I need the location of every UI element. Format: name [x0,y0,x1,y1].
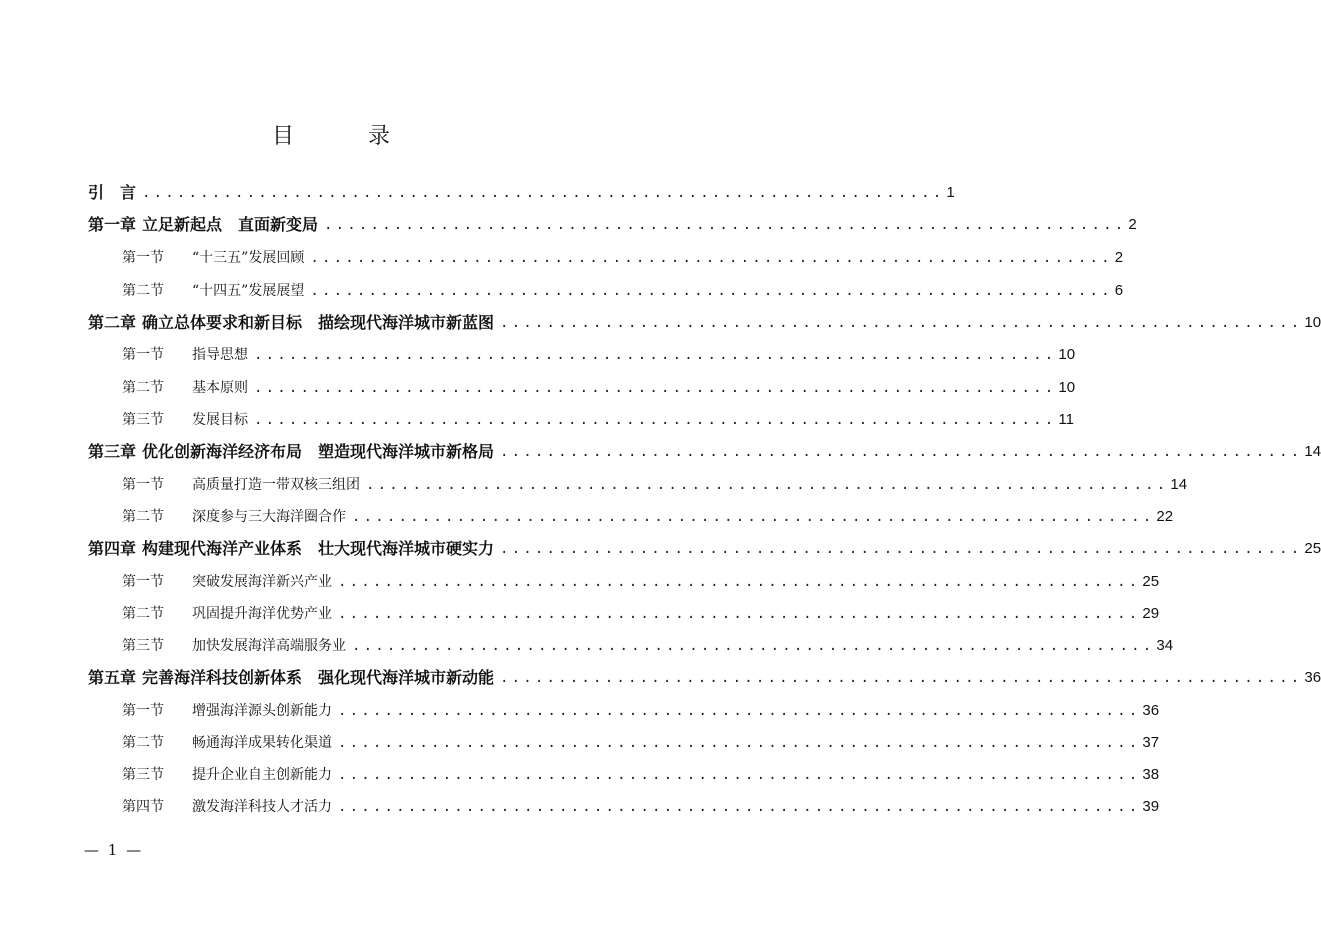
toc-page-number: 22 [1156,508,1174,525]
dot-leader: ..................................................................... [338,767,1141,783]
chapter-label: 第五章 [88,668,137,687]
chapter-title-text: 优化创新海洋经济布局 塑造现代海洋城市新格局 [142,442,495,461]
toc-page-number: 11 [1058,411,1074,428]
toc-section-4-3[interactable] [122,633,1174,657]
section-label: 第一节 [122,250,164,266]
section-label: 第二节 [122,380,164,396]
toc-chapter-3[interactable] [88,439,1321,463]
dot-leader: ..................................................................... [254,412,1057,428]
chapter-title-text: 构建现代海洋产业体系 壮大现代海洋城市硬实力 [142,539,495,558]
section-label: 第一节 [122,574,164,590]
toc-page-number: 6 [1114,282,1124,299]
toc-page-number: 10 [1058,346,1076,363]
toc-section-5-1[interactable] [122,698,1160,722]
toc-page-number: 2 [1128,216,1137,233]
section-label: 第二节 [122,735,164,751]
toc-page-number: 25 [1304,540,1321,557]
chapter-title-text: 确立总体要求和新目标 描绘现代海洋城市新蓝图 [142,313,495,332]
toc-page-number: 25 [1142,573,1160,590]
toc-section-3-2[interactable] [122,504,1174,528]
toc-section-5-4[interactable] [122,794,1160,818]
toc-page-number: 29 [1142,605,1160,622]
toc-section-1-1[interactable] [122,245,1124,269]
section-label: 第一节 [122,347,164,363]
toc-page-number: 14 [1170,476,1188,493]
toc-page-number: 14 [1304,443,1321,460]
section-title: 巩固提升海洋优势产业 [192,606,332,622]
dot-leader: ..................................................................... [500,541,1303,557]
toc-section-4-2[interactable] [122,601,1160,625]
toc-section-5-2[interactable] [122,730,1160,754]
dot-leader: ..................................................................... [352,638,1155,654]
toc-chapter-title [88,312,494,334]
section-label: 第一节 [122,477,164,493]
toc-page-number: 2 [1114,249,1124,266]
section-label: 第二节 [122,606,164,622]
section-title: “十三五”发展回顾 [192,250,305,266]
toc-section-3-1[interactable] [122,472,1188,496]
section-label: 第一节 [122,703,164,719]
dot-leader: ..................................................................... [310,283,1113,299]
toc-chapter-5[interactable] [88,665,1321,689]
chapter-label: 第二章 [88,313,137,332]
section-title: 基本原则 [192,380,248,396]
section-label: 第二节 [122,509,164,525]
footer-page-number: — 1 — [84,841,144,859]
section-title: 深度参与三大海洋圈合作 [192,509,346,525]
toc-section-4-1[interactable] [122,569,1160,593]
dot-leader: ..................................................................... [254,380,1057,396]
toc-page-number: 38 [1142,766,1160,783]
toc-page-number: 39 [1142,798,1160,815]
chapter-title-text: 立足新起点 直面新变局 [142,215,319,234]
toc-chapter-1[interactable] [88,212,1137,236]
toc-chapter-title [88,441,494,463]
dot-leader: ..................................................................... [310,250,1113,266]
toc-entry-intro[interactable] [88,180,955,204]
dot-leader: ..................................................................... [366,477,1169,493]
dot-leader: ..................................................................... [352,509,1155,525]
dot-leader: ..................................................................... [338,735,1141,751]
toc-chapter-title [88,667,494,689]
dot-leader: ..................................................................... [142,185,945,201]
toc-page-number: 37 [1142,734,1160,751]
section-label: 第三节 [122,412,164,428]
toc-page-number: 10 [1058,379,1076,396]
dot-leader: ..................................................................... [254,347,1057,363]
page-title: 目 录 [271,124,416,149]
dot-leader: ..................................................................... [500,670,1303,686]
toc-page-number: 36 [1304,669,1321,686]
section-label: 第三节 [122,638,164,654]
section-title: 指导思想 [192,347,248,363]
section-title: 提升企业自主创新能力 [192,767,332,783]
section-label: 第二节 [122,283,164,299]
dot-leader: ..................................................................... [338,703,1141,719]
dot-leader: ..................................................................... [338,799,1141,815]
toc-section-5-3[interactable] [122,762,1160,786]
dot-leader: ..................................................................... [500,315,1303,331]
dot-leader: ..................................................................... [338,606,1141,622]
toc-section-2-1[interactable] [122,342,1076,366]
toc-chapter-2[interactable] [88,310,1321,334]
dot-leader: ..................................................................... [500,444,1303,460]
toc-chapter-title [88,214,318,236]
toc-page-number: 1 [946,184,955,201]
section-title: 激发海洋科技人才活力 [192,799,332,815]
toc-section-2-3[interactable] [122,407,1074,431]
section-title: 增强海洋源头创新能力 [192,703,332,719]
dot-leader: ..................................................................... [324,217,1127,233]
chapter-label: 第一章 [88,215,137,234]
toc-section-2-2[interactable] [122,375,1076,399]
toc-page-number: 10 [1304,314,1321,331]
section-title: 发展目标 [192,412,248,428]
toc-section-1-2[interactable] [122,278,1124,302]
section-title: 加快发展海洋高端服务业 [192,638,346,654]
toc-page-number: 34 [1156,637,1174,654]
chapter-label: 第四章 [88,539,137,558]
section-title: “十四五”发展展望 [192,283,305,299]
chapter-title-text: 完善海洋科技创新体系 强化现代海洋城市新动能 [142,668,495,687]
section-title: 突破发展海洋新兴产业 [192,574,332,590]
toc-page-number: 36 [1142,702,1160,719]
chapter-label: 第三章 [88,442,137,461]
toc-chapter-4[interactable] [88,536,1321,560]
toc-chapter-title [88,538,494,560]
section-label: 第四节 [122,799,164,815]
toc-entry-title: 引 言 [88,183,137,202]
section-title: 畅通海洋成果转化渠道 [192,735,332,751]
section-title: 高质量打造一带双核三组团 [192,477,360,493]
section-label: 第三节 [122,767,164,783]
dot-leader: ..................................................................... [338,574,1141,590]
